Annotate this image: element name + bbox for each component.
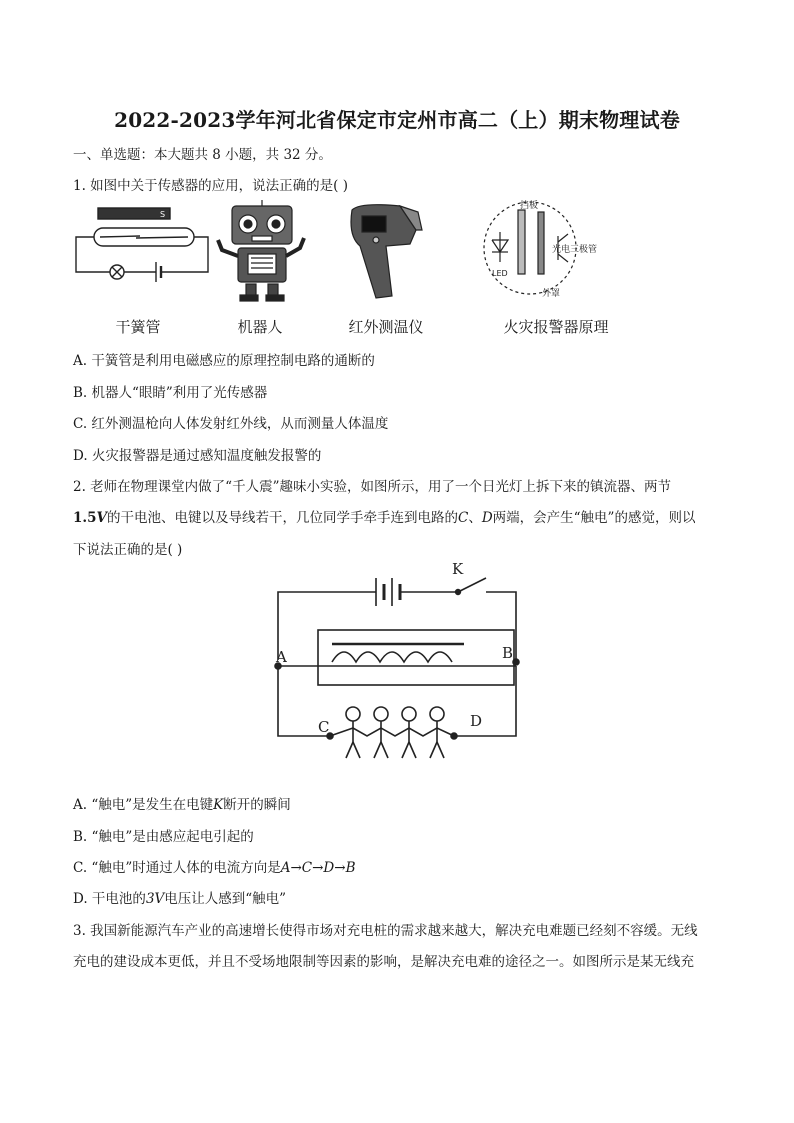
switch-ref: K xyxy=(213,797,224,813)
alarm-led-label: LED xyxy=(492,269,508,278)
q2-stem-tail: 两端，会产生“触电”的感觉，则以 xyxy=(492,510,696,526)
q2-stem-line2 xyxy=(73,509,695,527)
q2-option-b: B. “触电”是由感应起电引起的 xyxy=(73,829,254,845)
q2-stem-line1: 2. 老师在物理课堂内做了“千人震”趣味小实验，如图所示，用了一个日光灯上拆下来的镇流器、两节 xyxy=(73,479,671,495)
q2-stem-line3: 下说法正确的是( ) xyxy=(73,542,183,558)
voltage-ref: 3V xyxy=(145,891,165,907)
q2-option-c xyxy=(73,859,356,877)
q1-option-c: C. 红外测温枪向人体发射红外线，从而测量人体温度 xyxy=(73,416,389,432)
alarm-baffle-label: 挡板 xyxy=(520,201,539,211)
point-c-ref: C xyxy=(457,510,469,526)
fire-alarm-caption: 火灾报警器原理 xyxy=(503,318,609,336)
fire-alarm-figure xyxy=(484,200,597,299)
voltage-value: 1.5 xyxy=(73,510,97,526)
separator: 、 xyxy=(468,510,482,526)
q2-option-a-text: A. “触电”是发生在电键 xyxy=(73,797,214,813)
node-label-c: C xyxy=(318,718,330,736)
q2-option-a-tail: 断开的瞬间 xyxy=(223,797,291,813)
coil xyxy=(332,652,452,662)
ballast-box xyxy=(318,630,514,685)
switch-label-k: K xyxy=(452,562,464,578)
thermometer-caption: 红外测温仪 xyxy=(348,318,424,336)
q2-option-c-text: C. “触电”时通过人体的电流方向是 xyxy=(73,860,281,876)
node-label-b: B xyxy=(502,644,514,662)
q2-option-a xyxy=(73,796,291,814)
node-label-a: A xyxy=(276,648,287,666)
robot-figure xyxy=(218,200,304,301)
q1-figures xyxy=(60,200,640,310)
alarm-cover-label: 外罩 xyxy=(542,289,561,299)
q1-option-b: B. 机器人“眼睛”利用了光传感器 xyxy=(73,385,268,401)
q2-stem-text: 的干电池、电键以及导线若干，几位同学手牵手连到电路的 xyxy=(106,510,458,526)
reed-switch-figure xyxy=(76,208,208,282)
point-d-ref: D xyxy=(481,510,493,526)
magnet-letter: S xyxy=(160,210,166,219)
q2-circuit xyxy=(268,562,530,772)
page-title: 2022-2023学年河北省保定市定州市高二（上）期末物理试卷 xyxy=(114,108,680,132)
section-heading: 一、单选题：本大题共 8 小题，共 32 分。 xyxy=(73,147,332,163)
voltage-unit: V xyxy=(96,510,107,526)
current-path: A→C→D→B xyxy=(280,860,356,876)
q1-option-a: A. 干簧管是利用电磁感应的原理控制电路的通断的 xyxy=(73,353,375,369)
alarm-phototransistor-label: 光电三极管 xyxy=(552,245,598,255)
node-label-d: D xyxy=(470,712,483,730)
reed-switch-caption: 干簧管 xyxy=(115,318,161,336)
switch-blade xyxy=(460,578,486,591)
q3-stem-line2: 充电的建设成本更低，并且不受场地限制等因素的影响，是解决充电难的途径之一。如图所示是某无线充 xyxy=(73,954,694,970)
q1-option-d: D. 火灾报警器是通过感知温度触发报警的 xyxy=(73,448,322,464)
q3-stem-line1: 3. 我国新能源汽车产业的高速增长使得市场对充电桩的需求越来越大，解决充电难题已经刻不容缓。无线 xyxy=(73,923,698,939)
q2-option-d xyxy=(73,890,286,908)
robot-caption: 机器人 xyxy=(237,318,283,336)
q2-option-d-text: D. 干电池的 xyxy=(73,891,146,907)
students-chain xyxy=(330,707,454,758)
thermometer-figure xyxy=(351,205,422,298)
q1-stem: 1. 如图中关于传感器的应用，说法正确的是( ) xyxy=(73,178,348,194)
q2-option-d-tail: 电压让人感到“触电” xyxy=(164,891,287,907)
